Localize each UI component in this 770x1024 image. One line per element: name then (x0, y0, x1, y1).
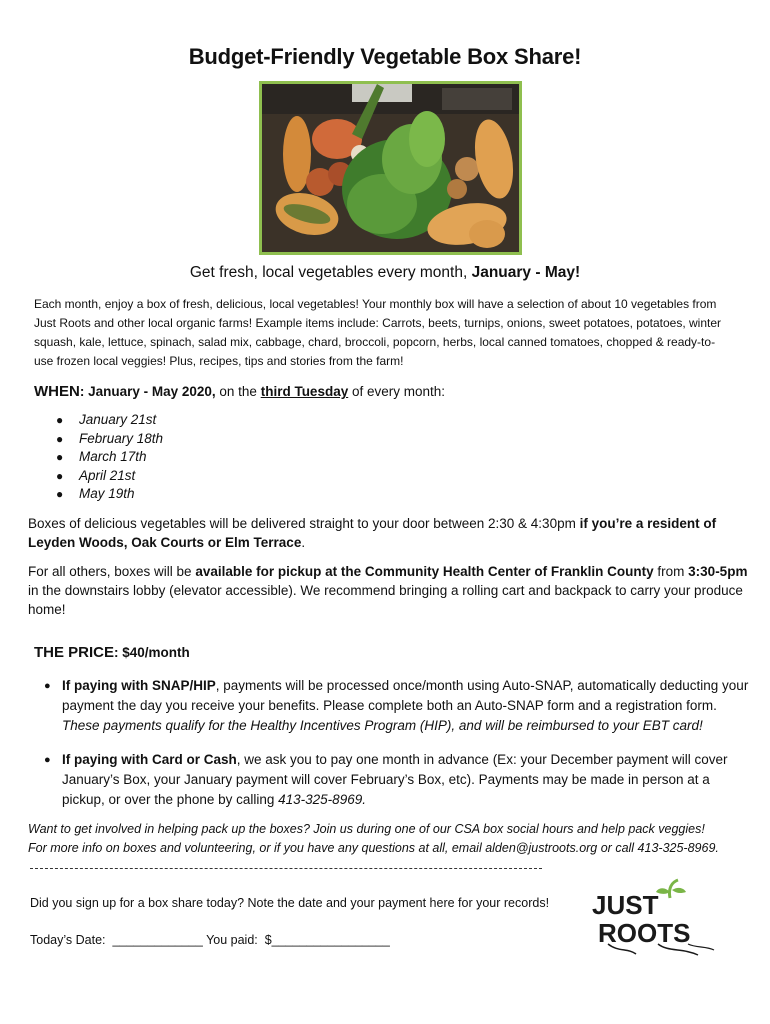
pickup-location: available for pickup at the Community Health Center of Franklin County (195, 564, 654, 579)
cut-line-divider (30, 868, 542, 869)
tagline (0, 264, 770, 282)
bullet-icon: ● (56, 468, 64, 483)
tagline-text: Get fresh, local vegetables every month, (189, 264, 472, 281)
snap-heading: If paying with SNAP/HIP (62, 678, 216, 693)
list-item (56, 430, 163, 449)
bullet-icon: ● (44, 680, 51, 692)
when-third-tuesday: third Tuesday (260, 384, 349, 399)
date-item: February 18th (79, 430, 164, 446)
card-text: , we ask you to pay one month in advance (Ex: your December payment will cover January’s Box, your January payment will cover February’s Box, etc). Payments may be made in person at a pickup, or over the phone by calling (62, 752, 728, 807)
list-item (56, 485, 163, 504)
when-post: of every month: (348, 384, 446, 399)
date-item: May 19th (79, 486, 135, 501)
card-paragraph (44, 750, 756, 810)
pickup-time: 3:30-5pm (688, 564, 748, 579)
bullet-icon: ● (56, 450, 64, 464)
date-item: April 21st (79, 467, 136, 483)
logo-line-1: JUST (592, 890, 659, 920)
list-item (56, 411, 163, 430)
pickup-text-c: from (653, 564, 689, 579)
intro-paragraph: Each month, enjoy a box of fresh, delicious, local vegetables! Your monthly box will have a selection of about 10 vegetables from Just Roots and other local organic farms! Example items include: Carrots, beets, turnips, onions, sweet potatoes, potatoes, winter squash, kale, lettuce, spinach, salad mix, cabbage, chard, broccoli, popcorn, herbs, local canned tomatoes, chopped & ready-to-use frozen local veggies! Plus, recipes, tips and stories from the farm! (34, 297, 722, 368)
delivery-residents: if you’re a resident of Leyden Woods, Oak Courts or Elm Terrace (28, 516, 717, 550)
vegetable-box-photo-icon (259, 81, 522, 255)
snap-paragraph (44, 676, 756, 736)
card-heading: If paying with Card or Cash (62, 752, 237, 767)
tagline-months: January - May! (471, 264, 581, 281)
delivery-text: Boxes of delicious vegetables will be delivered straight to your door between 2:30 & 4:30pm (28, 516, 580, 531)
list-item (56, 467, 163, 486)
snap-hip-note: These payments qualify for the Healthy Incentives Program (HIP), and will be reimbursed to your EBT card! (62, 718, 703, 733)
when-range: January - May 2020, (88, 384, 216, 399)
bullet-icon: ● (44, 754, 51, 766)
pickup-text-e: in the downstairs lobby (elevator accessible). We recommend bringing a rolling cart and backpack to carry your produce home! (28, 583, 743, 617)
delivery-paragraph (28, 514, 748, 552)
list-item (56, 448, 163, 467)
pickup-text-a: For all others, boxes will be (28, 564, 196, 579)
bullet-icon: ● (56, 487, 64, 501)
price-line (34, 644, 190, 661)
logo-line-2: ROOTS (598, 918, 691, 948)
involve-line-2: For more info on boxes and volunteering, or if you have any questions at all, email alden@justroots.org or call 413-325-8969. (28, 841, 719, 855)
record-fields: Today’s Date: _____________ You paid: $_________________ (30, 933, 390, 947)
date-item: March 17th (79, 449, 147, 464)
card-phone: 413-325-8969. (278, 792, 366, 807)
date-list (56, 411, 163, 504)
bullet-icon: ● (56, 413, 64, 427)
when-sep: : (79, 384, 89, 399)
involve-line-1: Want to get involved in helping pack up the boxes? Join us during one of our CSA box social hours and help pack veggies! (28, 822, 705, 836)
signup-prompt: Did you sign up for a box share today? Note the date and your payment here for your records! (30, 896, 550, 910)
when-heading: WHEN (34, 383, 80, 400)
when-pre: on the (215, 384, 261, 399)
page-title: Budget-Friendly Vegetable Box Share! (188, 44, 582, 69)
pickup-paragraph (28, 562, 748, 619)
bullet-icon: ● (56, 431, 64, 446)
just-roots-logo-icon (588, 878, 718, 958)
price-sep: : (114, 645, 123, 660)
price-amount: $40/month (122, 645, 190, 660)
date-item: January 21st (79, 412, 157, 427)
price-heading: THE PRICE (34, 644, 115, 661)
snap-text: , payments will be processed once/month using Auto-SNAP, automatically deducting your payment the day you receive your benefits. Please complete both an Auto-SNAP form and a registration form. (62, 678, 749, 713)
when-line (34, 383, 445, 400)
delivery-end: . (301, 535, 306, 550)
